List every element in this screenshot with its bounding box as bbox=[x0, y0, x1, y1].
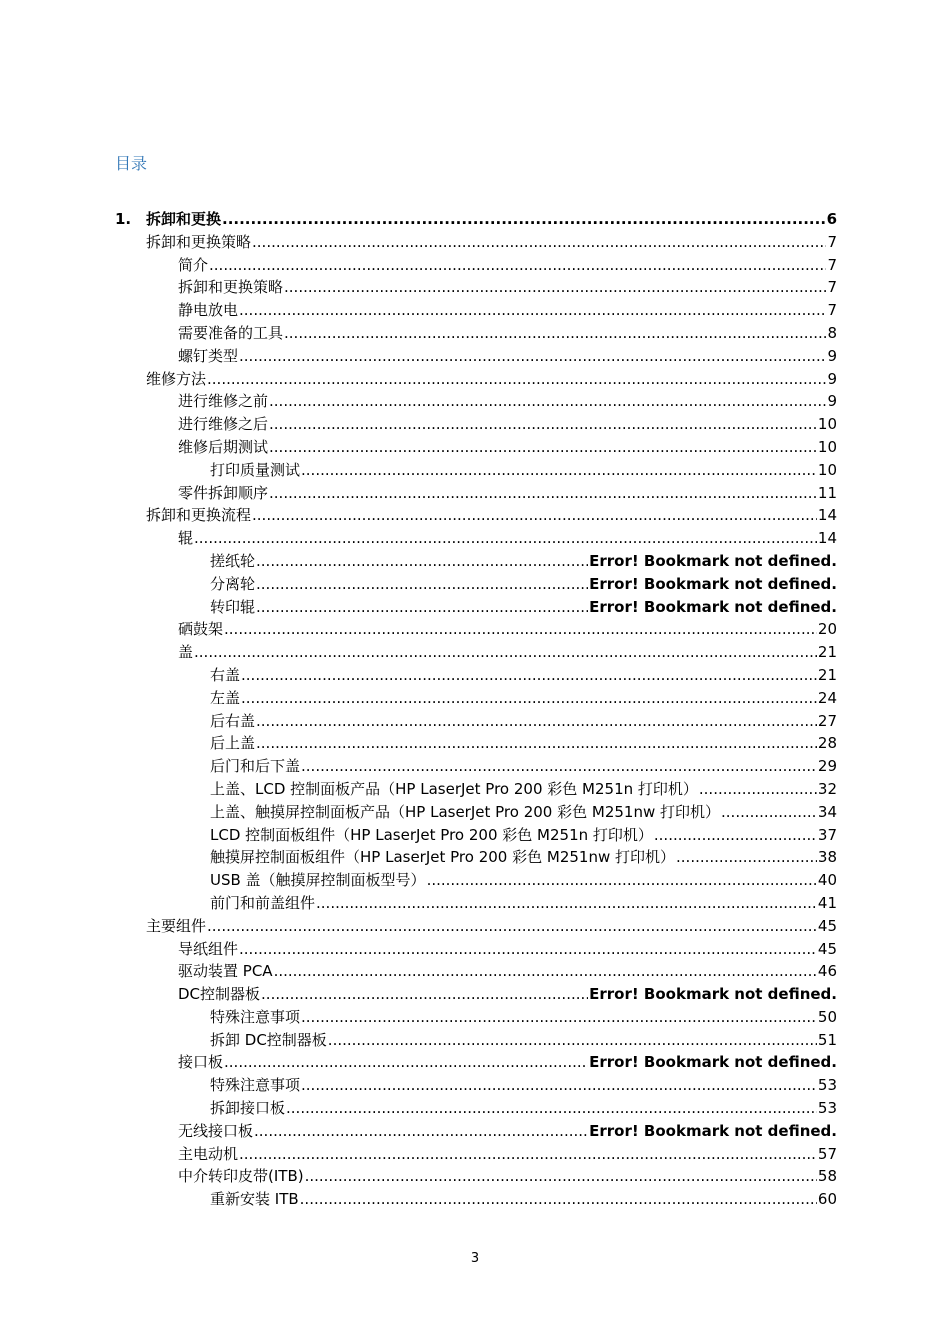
toc-entry[interactable] bbox=[115, 1049, 837, 1072]
toc-entry[interactable] bbox=[115, 1140, 837, 1163]
toc-entry[interactable] bbox=[115, 958, 837, 981]
toc-entry-label: 维修后期测试 bbox=[178, 437, 269, 456]
toc-entry[interactable] bbox=[115, 638, 837, 661]
toc-entry[interactable] bbox=[115, 502, 837, 525]
toc-entry-label: 辊 bbox=[178, 529, 194, 548]
toc-entry-label: 中介转印皮带(ITB) bbox=[178, 1167, 304, 1186]
toc-entry-label: 搓纸轮 bbox=[210, 551, 256, 570]
dot-leader bbox=[224, 1053, 588, 1071]
toc-entry-page: 29 bbox=[817, 757, 837, 776]
dot-leader bbox=[256, 552, 588, 570]
toc-entry[interactable] bbox=[115, 798, 837, 821]
dot-leader bbox=[241, 689, 817, 707]
toc-entry-error: Error! Bookmark not defined. bbox=[589, 1121, 837, 1140]
toc-entry-label: 分离轮 bbox=[210, 574, 256, 593]
toc-entry-label: 进行维修之后 bbox=[178, 415, 269, 434]
toc-entry-error: Error! Bookmark not defined. bbox=[589, 574, 837, 593]
dot-leader bbox=[239, 347, 826, 365]
toc-entry-label: USB 盖（触摸屏控制面板型号） bbox=[210, 871, 426, 890]
toc-entry-label: 重新安装 ITB bbox=[210, 1190, 299, 1209]
toc-entry-page: 53 bbox=[817, 1076, 837, 1095]
toc-entry-page: 7 bbox=[827, 255, 837, 274]
toc-entry-label: 盖 bbox=[178, 643, 194, 662]
toc-entry-label: 进行维修之前 bbox=[178, 392, 269, 411]
toc-entry-error: Error! Bookmark not defined. bbox=[589, 1053, 837, 1072]
toc-entry-page: 51 bbox=[817, 1030, 837, 1049]
dot-leader bbox=[254, 1122, 588, 1140]
toc-entry-page: 24 bbox=[817, 688, 837, 707]
dot-leader bbox=[256, 712, 817, 730]
toc-entry[interactable] bbox=[115, 1026, 837, 1049]
toc-entry-label: 接口板 bbox=[178, 1053, 224, 1072]
page-number: 3 bbox=[470, 1251, 480, 1266]
toc-entry-label: 转印辊 bbox=[210, 597, 256, 616]
toc-entry-page: 21 bbox=[817, 665, 837, 684]
toc-entry-label: DC控制器板 bbox=[178, 985, 261, 1004]
toc-entry-page: 45 bbox=[817, 939, 837, 958]
toc-entry[interactable] bbox=[115, 684, 837, 707]
dot-leader bbox=[239, 1145, 817, 1163]
dot-leader bbox=[269, 484, 817, 502]
toc-entry-number: 1. bbox=[115, 210, 132, 228]
dot-leader bbox=[256, 734, 817, 752]
toc-entry[interactable] bbox=[115, 593, 837, 616]
toc-entry-label: 拆卸和更换策略 bbox=[146, 232, 252, 251]
dot-leader bbox=[261, 985, 588, 1003]
dot-leader bbox=[427, 871, 817, 889]
toc-entry-label: 简介 bbox=[178, 255, 209, 274]
toc-entry-label: 拆卸和更换流程 bbox=[146, 506, 252, 525]
toc-entry-label: 前门和前盖组件 bbox=[210, 893, 316, 912]
toc-list bbox=[115, 205, 837, 1208]
toc-entry-page: 9 bbox=[827, 392, 837, 411]
dot-leader bbox=[699, 780, 817, 798]
toc-entry-label: 后门和后下盖 bbox=[210, 757, 301, 776]
toc-entry[interactable] bbox=[115, 661, 837, 684]
toc-entry[interactable] bbox=[115, 1071, 837, 1094]
toc-entry[interactable] bbox=[115, 524, 837, 547]
toc-entry-page: 50 bbox=[817, 1007, 837, 1026]
toc-entry[interactable] bbox=[115, 980, 837, 1003]
toc-entry-page: 8 bbox=[827, 323, 837, 342]
toc-entry[interactable] bbox=[115, 866, 837, 889]
toc-entry[interactable] bbox=[115, 616, 837, 639]
toc-entry-label: 后上盖 bbox=[210, 734, 256, 753]
toc-entry[interactable] bbox=[115, 935, 837, 958]
toc-entry-page: 46 bbox=[817, 962, 837, 981]
toc-entry[interactable] bbox=[115, 479, 837, 502]
toc-entry-label: 上盖、LCD 控制面板产品（HP LaserJet Pro 200 彩色 M251n 打印机） bbox=[210, 779, 698, 798]
toc-entry[interactable] bbox=[115, 707, 837, 730]
toc-entry-page: 58 bbox=[817, 1167, 837, 1186]
toc-entry[interactable] bbox=[115, 274, 837, 297]
toc-entry[interactable] bbox=[115, 1003, 837, 1026]
toc-entry-page: 27 bbox=[817, 711, 837, 730]
dot-leader bbox=[194, 643, 817, 661]
toc-entry[interactable] bbox=[115, 1117, 837, 1140]
toc-entry[interactable] bbox=[115, 821, 837, 844]
toc-entry[interactable] bbox=[115, 433, 837, 456]
toc-entry-label: 硒鼓架 bbox=[178, 620, 224, 639]
dot-leader bbox=[721, 803, 817, 821]
dot-leader bbox=[256, 575, 588, 593]
toc-entry-label: 左盖 bbox=[210, 688, 241, 707]
toc-entry[interactable] bbox=[115, 342, 837, 365]
dot-leader bbox=[239, 940, 817, 958]
toc-entry-label: 主要组件 bbox=[146, 916, 207, 935]
dot-leader bbox=[269, 415, 817, 433]
dot-leader bbox=[301, 757, 817, 775]
toc-entry-label: 拆卸和更换策略 bbox=[178, 278, 284, 297]
toc-entry-page: 7 bbox=[827, 301, 837, 320]
toc-entry-error: Error! Bookmark not defined. bbox=[589, 551, 837, 570]
toc-entry[interactable] bbox=[115, 912, 837, 935]
toc-entry-label: 后右盖 bbox=[210, 711, 256, 730]
dot-leader bbox=[284, 278, 826, 296]
dot-leader bbox=[241, 666, 817, 684]
toc-entry-page: 7 bbox=[827, 232, 837, 251]
toc-entry-label: 维修方法 bbox=[146, 369, 207, 388]
toc-entry[interactable] bbox=[115, 319, 837, 342]
toc-entry-label: 需要准备的工具 bbox=[178, 323, 284, 342]
toc-entry-label: 主电动机 bbox=[178, 1144, 239, 1163]
toc-entry-label: 拆卸和更换 bbox=[146, 210, 222, 228]
toc-entry-page: 45 bbox=[817, 916, 837, 935]
dot-leader bbox=[300, 1190, 817, 1208]
dot-leader bbox=[239, 301, 826, 319]
toc-entry-page: 14 bbox=[817, 529, 837, 548]
toc-entry-page: 28 bbox=[817, 734, 837, 753]
toc-entry[interactable] bbox=[115, 410, 837, 433]
toc-entry[interactable] bbox=[115, 547, 837, 570]
toc-entry-label: 驱动装置 PCA bbox=[178, 962, 273, 981]
toc-entry-page: 7 bbox=[827, 278, 837, 297]
toc-entry[interactable] bbox=[115, 365, 837, 388]
dot-leader bbox=[252, 233, 826, 251]
toc-entry-page: 37 bbox=[817, 825, 837, 844]
dot-leader bbox=[274, 962, 817, 980]
toc-entry-page: 34 bbox=[817, 802, 837, 821]
toc-entry-label: 触摸屏控制面板组件（HP LaserJet Pro 200 彩色 M251nw 打印机） bbox=[210, 848, 676, 867]
toc-entry-label: 拆卸接口板 bbox=[210, 1099, 286, 1118]
toc-entry-page: 40 bbox=[817, 871, 837, 890]
toc-entry[interactable] bbox=[115, 1094, 837, 1117]
toc-entry-label: 上盖、触摸屏控制面板产品（HP LaserJet Pro 200 彩色 M251nw 打印机） bbox=[210, 802, 721, 821]
dot-leader bbox=[269, 438, 817, 456]
toc-entry-label: LCD 控制面板组件（HP LaserJet Pro 200 彩色 M251n 打印机） bbox=[210, 825, 653, 844]
toc-entry-page: 38 bbox=[817, 848, 837, 867]
dot-leader bbox=[222, 210, 826, 228]
dot-leader bbox=[301, 1076, 817, 1094]
toc-entry-error: Error! Bookmark not defined. bbox=[589, 597, 837, 616]
toc-entry[interactable] bbox=[115, 296, 837, 319]
toc-entry-label: 零件拆卸顺序 bbox=[178, 483, 269, 502]
toc-entry[interactable] bbox=[115, 889, 837, 912]
dot-leader bbox=[676, 848, 817, 866]
toc-entry-label: 右盖 bbox=[210, 665, 241, 684]
dot-leader bbox=[301, 461, 817, 479]
toc-entry[interactable] bbox=[115, 388, 837, 411]
toc-entry-label: 静电放电 bbox=[178, 301, 239, 320]
toc-entry-page: 32 bbox=[817, 779, 837, 798]
toc-entry[interactable] bbox=[115, 251, 837, 274]
toc-entry-page: 14 bbox=[817, 506, 837, 525]
toc-entry[interactable] bbox=[115, 228, 837, 251]
toc-entry-page: 53 bbox=[817, 1099, 837, 1118]
dot-leader bbox=[194, 529, 817, 547]
toc-title: 目录 bbox=[115, 154, 148, 173]
toc-entry-page: 10 bbox=[817, 460, 837, 479]
dot-leader bbox=[301, 1008, 817, 1026]
toc-entry-page: 60 bbox=[817, 1190, 837, 1209]
toc-entry[interactable] bbox=[115, 775, 837, 798]
dot-leader bbox=[284, 324, 826, 342]
toc-entry-page: 41 bbox=[817, 893, 837, 912]
toc-entry-label: 打印质量测试 bbox=[210, 460, 301, 479]
toc-entry[interactable] bbox=[115, 456, 837, 479]
toc-entry-label: 无线接口板 bbox=[178, 1121, 254, 1140]
toc-entry[interactable] bbox=[115, 570, 837, 593]
toc-entry-page: 9 bbox=[827, 346, 837, 365]
dot-leader bbox=[256, 598, 588, 616]
toc-entry-error: Error! Bookmark not defined. bbox=[589, 985, 837, 1004]
toc-entry-page: 9 bbox=[827, 369, 837, 388]
dot-leader bbox=[305, 1167, 817, 1185]
toc-entry-page: 21 bbox=[817, 643, 837, 662]
toc-entry-page: 10 bbox=[817, 415, 837, 434]
toc-entry-label: 导纸组件 bbox=[178, 939, 239, 958]
dot-leader bbox=[207, 370, 826, 388]
toc-entry-page: 57 bbox=[817, 1144, 837, 1163]
toc-entry-label: 螺钉类型 bbox=[178, 346, 239, 365]
toc-entry[interactable] bbox=[115, 752, 837, 775]
toc-entry-page: 20 bbox=[817, 620, 837, 639]
toc-entry-label: 拆卸 DC控制器板 bbox=[210, 1030, 327, 1049]
toc-entry-page: 6 bbox=[826, 210, 837, 228]
dot-leader bbox=[654, 826, 817, 844]
toc-entry[interactable] bbox=[115, 730, 837, 753]
dot-leader bbox=[316, 894, 817, 912]
toc-entry[interactable] bbox=[115, 1163, 837, 1186]
toc-entry[interactable] bbox=[115, 1185, 837, 1208]
dot-leader bbox=[224, 620, 817, 638]
toc-entry-page: 10 bbox=[817, 437, 837, 456]
toc-entry-label: 特殊注意事项 bbox=[210, 1076, 301, 1095]
dot-leader bbox=[207, 917, 817, 935]
dot-leader bbox=[286, 1099, 817, 1117]
toc-entry[interactable] bbox=[115, 844, 837, 867]
toc-entry[interactable] bbox=[115, 205, 837, 228]
dot-leader bbox=[252, 506, 817, 524]
dot-leader bbox=[269, 392, 826, 410]
dot-leader bbox=[328, 1031, 817, 1049]
dot-leader bbox=[209, 256, 826, 274]
toc-entry-page: 11 bbox=[817, 483, 837, 502]
toc-entry-label: 特殊注意事项 bbox=[210, 1007, 301, 1026]
